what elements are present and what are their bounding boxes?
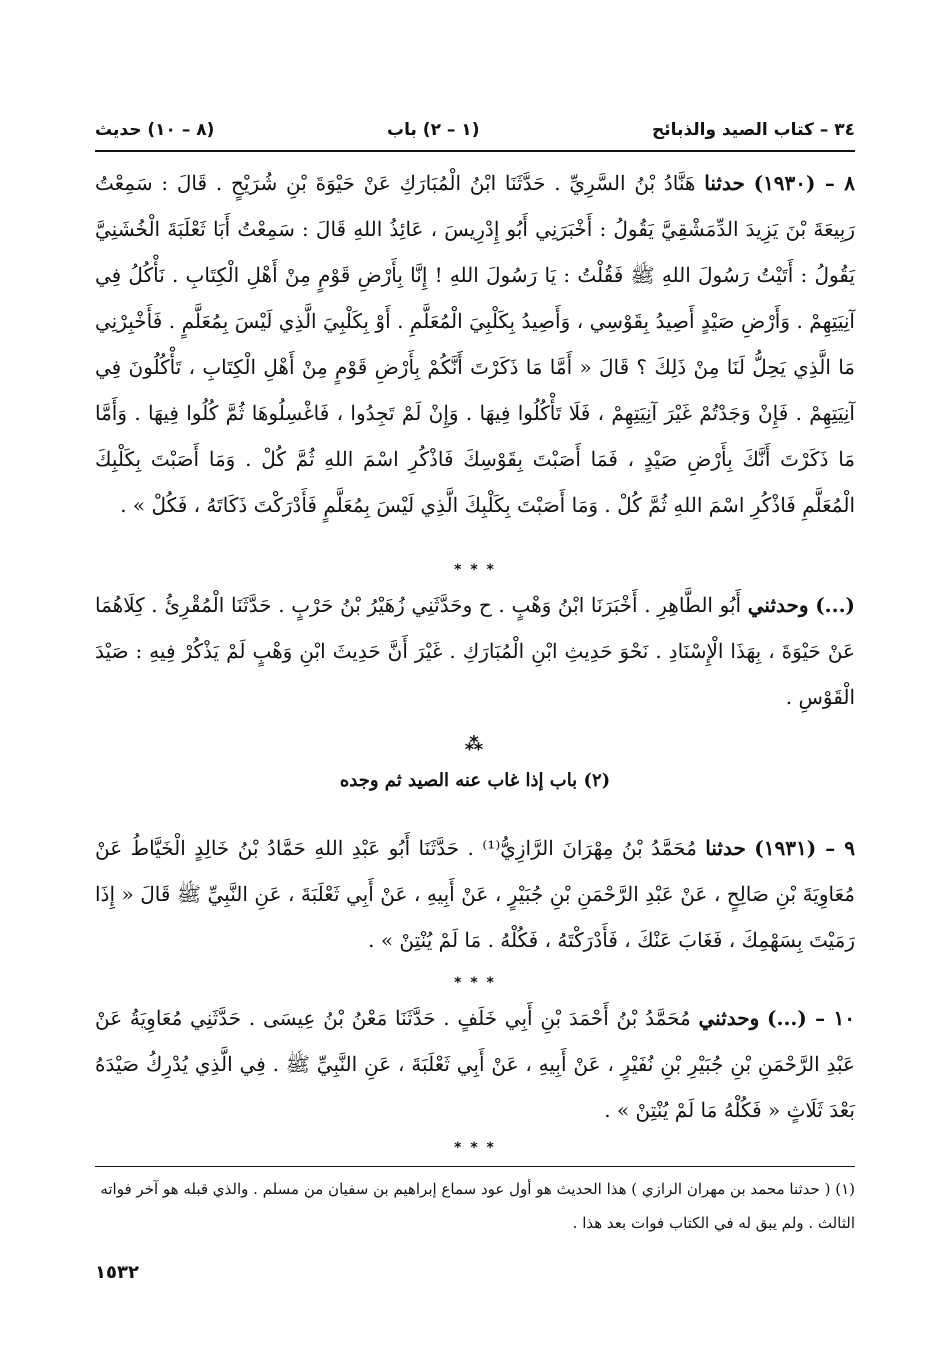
header-book-title: ٣٤ – كتاب الصيد والذبائح xyxy=(652,120,855,140)
hadith-text: أَبُو الطَّاهِرِ . أَخْبَرَنَا ابْنُ وَهْبٍ . ح وحَدَّثَنِي زُهَيْرُ بْنُ حَرْبٍ . حَدَّثَنَا الْمُقْرِئُ . كِلَاهُمَا عَنْ حَيْوَةَ ، بِهَذَا الْإِسْنَادِ . نَحْوَ حَدِيثِ ابْنِ الْمُبَارَكِ . غَيْرَ أَنَّ حَدِيثَ ابْنِ وَهْبٍ لَمْ يَذْكُرْ فِيهِ : صَيْدَ الْقَوْسِ . xyxy=(95,593,855,709)
hadith-9 xyxy=(95,825,855,963)
hadith-8 xyxy=(95,160,855,528)
hadith-8b xyxy=(95,582,855,720)
header-chapters: (١ – ٢) باب xyxy=(387,120,480,140)
page-number: ١٥٣٢ xyxy=(95,1262,139,1283)
hadith-number: ٩ – (١٩٣١) xyxy=(754,836,856,860)
running-header xyxy=(95,112,855,148)
section-mark: ⁂ xyxy=(464,734,486,755)
narration-keyword: وحدثني xyxy=(698,1006,760,1030)
hadith-number: (...) xyxy=(815,593,856,617)
chapter-title: (٢) باب إذا غاب عنه الصيد ثم وجده xyxy=(339,770,611,791)
footnote-rule xyxy=(95,1166,855,1167)
footnote: (١) ( حدثنا محمد بن مهران الرازي ) هذا الحديث هو أول عود سماع إبراهيم بن سفيان من مسلم . والذي قبله هو آخر فواته الثالث . ولم يبق له في الكتاب فوات بعد هذا . xyxy=(100,1180,855,1232)
separator-stars: * * * xyxy=(454,975,496,991)
header-hadiths: (٨ – ١٠) حديث xyxy=(95,120,215,140)
hadith-number: ٨ – (١٩٣٠) xyxy=(753,171,856,195)
hadith-text: مُحَمَّدُ بْنُ مِهْرَانَ الرَّازِيُّ⁽¹⁾ . حَدَّثَنَا أَبُو عَبْدِ اللهِ حَمَّادُ بْنُ خَالِدٍ الْخَيَّاطُ عَنْ مُعَاوِيَةَ بْنِ صَالِحٍ ، عَنْ عَبْدِ الرَّحْمَنِ بْنِ جُبَيْرٍ ، عَنْ أَبِيهِ ، عَنْ أَبِي ثَعْلَبَةَ ، عَنِ النَّبِيِّ ﷺ قَالَ « إِذَا رَمَيْتَ بِسَهْمِكَ ، فَغَابَ عَنْكَ ، فَأَدْرَكْتَهُ ، فَكُلْهُ . مَا لَمْ يُنْتِنْ » . xyxy=(95,836,855,952)
separator-stars: * * * xyxy=(454,1140,496,1156)
narration-keyword: حدثنا xyxy=(705,836,746,860)
hadith-10 xyxy=(95,995,855,1133)
hadith-number: ١٠ – (...) xyxy=(767,1006,855,1030)
separator-stars: * * * xyxy=(454,562,496,578)
narration-keyword: حدثنا xyxy=(704,171,745,195)
narration-keyword: وحدثني xyxy=(747,593,809,617)
hadith-text: مُحَمَّدُ بْنُ أَحْمَدَ بْنِ أَبِي خَلَفٍ . حَدَّثَنَا مَعْنُ بْنُ عِيسَى . حَدَّثَنِي مُعَاوِيَةُ عَنْ عَبْدِ الرَّحْمَنِ بْنِ جُبَيْرِ بْنِ نُفَيْرٍ ، عَنْ أَبِيهِ ، عَنْ أَبِي ثَعْلَبَةَ ، عَنِ النَّبِيِّ ﷺ . فِي الَّذِي يُدْرِكُ صَيْدَهُ بَعْدَ ثَلَاثٍ « فَكُلْهُ مَا لَمْ يُنْتِنْ » . xyxy=(95,1006,855,1122)
header-rule xyxy=(95,150,855,152)
hadith-text: هَنَّادُ بْنُ السَّرِيِّ . حَدَّثَنَا ابْنُ الْمُبَارَكِ عَنْ حَيْوَةَ بْنِ شُرَيْحٍ . قَالَ : سَمِعْتُ رَبِيعَةَ بْنَ يَزِيدَ الدِّمَشْقِيَّ يَقُولُ : أَخْبَرَنِي أَبُو إِدْرِيسَ ، عَائِذُ اللهِ قَالَ : سَمِعْتُ أَبَا ثَعْلَبَةَ الْخُشَنِيَّ يَقُولُ : أَتَيْتُ رَسُولَ اللهِ ﷺ فَقُلْتُ : يَا رَسُولَ اللهِ ! إِنَّا بِأَرْضِ قَوْمٍ مِنْ أَهْلِ الْكِتَابِ . نَأْكُلُ فِي آنِيَتِهِمْ . وَأَرْضِ صَيْدٍ أَصِيدُ بِقَوْسِي ، وَأَصِيدُ بِكَلْبِيَ الْمُعَلَّمِ . أَوْ بِكَلْبِيَ الَّذِي لَيْسَ بِمُعَلَّمٍ . فَأَخْبِرْنِي مَا الَّذِي يَحِلُّ لَنَا مِنْ ذَلِكَ ؟ قَالَ « أَمَّا مَا ذَكَرْتَ أَنَّكُمْ بِأَرْضِ قَوْمٍ مِنْ أَهْلِ الْكِتَابِ ، تَأْكُلُونَ فِي آنِيَتِهِمْ . فَإِنْ وَجَدْتُمْ غَيْرَ آنِيَتِهِمْ ، فَلَا تَأْكُلُوا فِيهَا . وَإِنْ لَمْ تَجِدُوا ، فَاغْسِلُوهَا ثُمَّ كُلُوا فِيهَا . وَأَمَّا مَا ذَكَرْتَ أَنَّكَ بِأَرْضِ صَيْدٍ ، فَمَا أَصَبْتَ بِقَوْسِكَ فَاذْكُرِ اسْمَ اللهِ ثُمَّ كُلْ . وَمَا أَصَبْتَ بِكَلْبِكَ الْمُعَلَّمِ فَاذْكُرِ اسْمَ اللهِ ثُمَّ كُلْ . وَمَا أَصَبْتَ بِكَلْبِكَ الَّذِي لَيْسَ بِمُعَلَّمٍ فَأَدْرَكْتَ ذَكَاتَهُ ، فَكُلْ » . xyxy=(95,171,855,517)
